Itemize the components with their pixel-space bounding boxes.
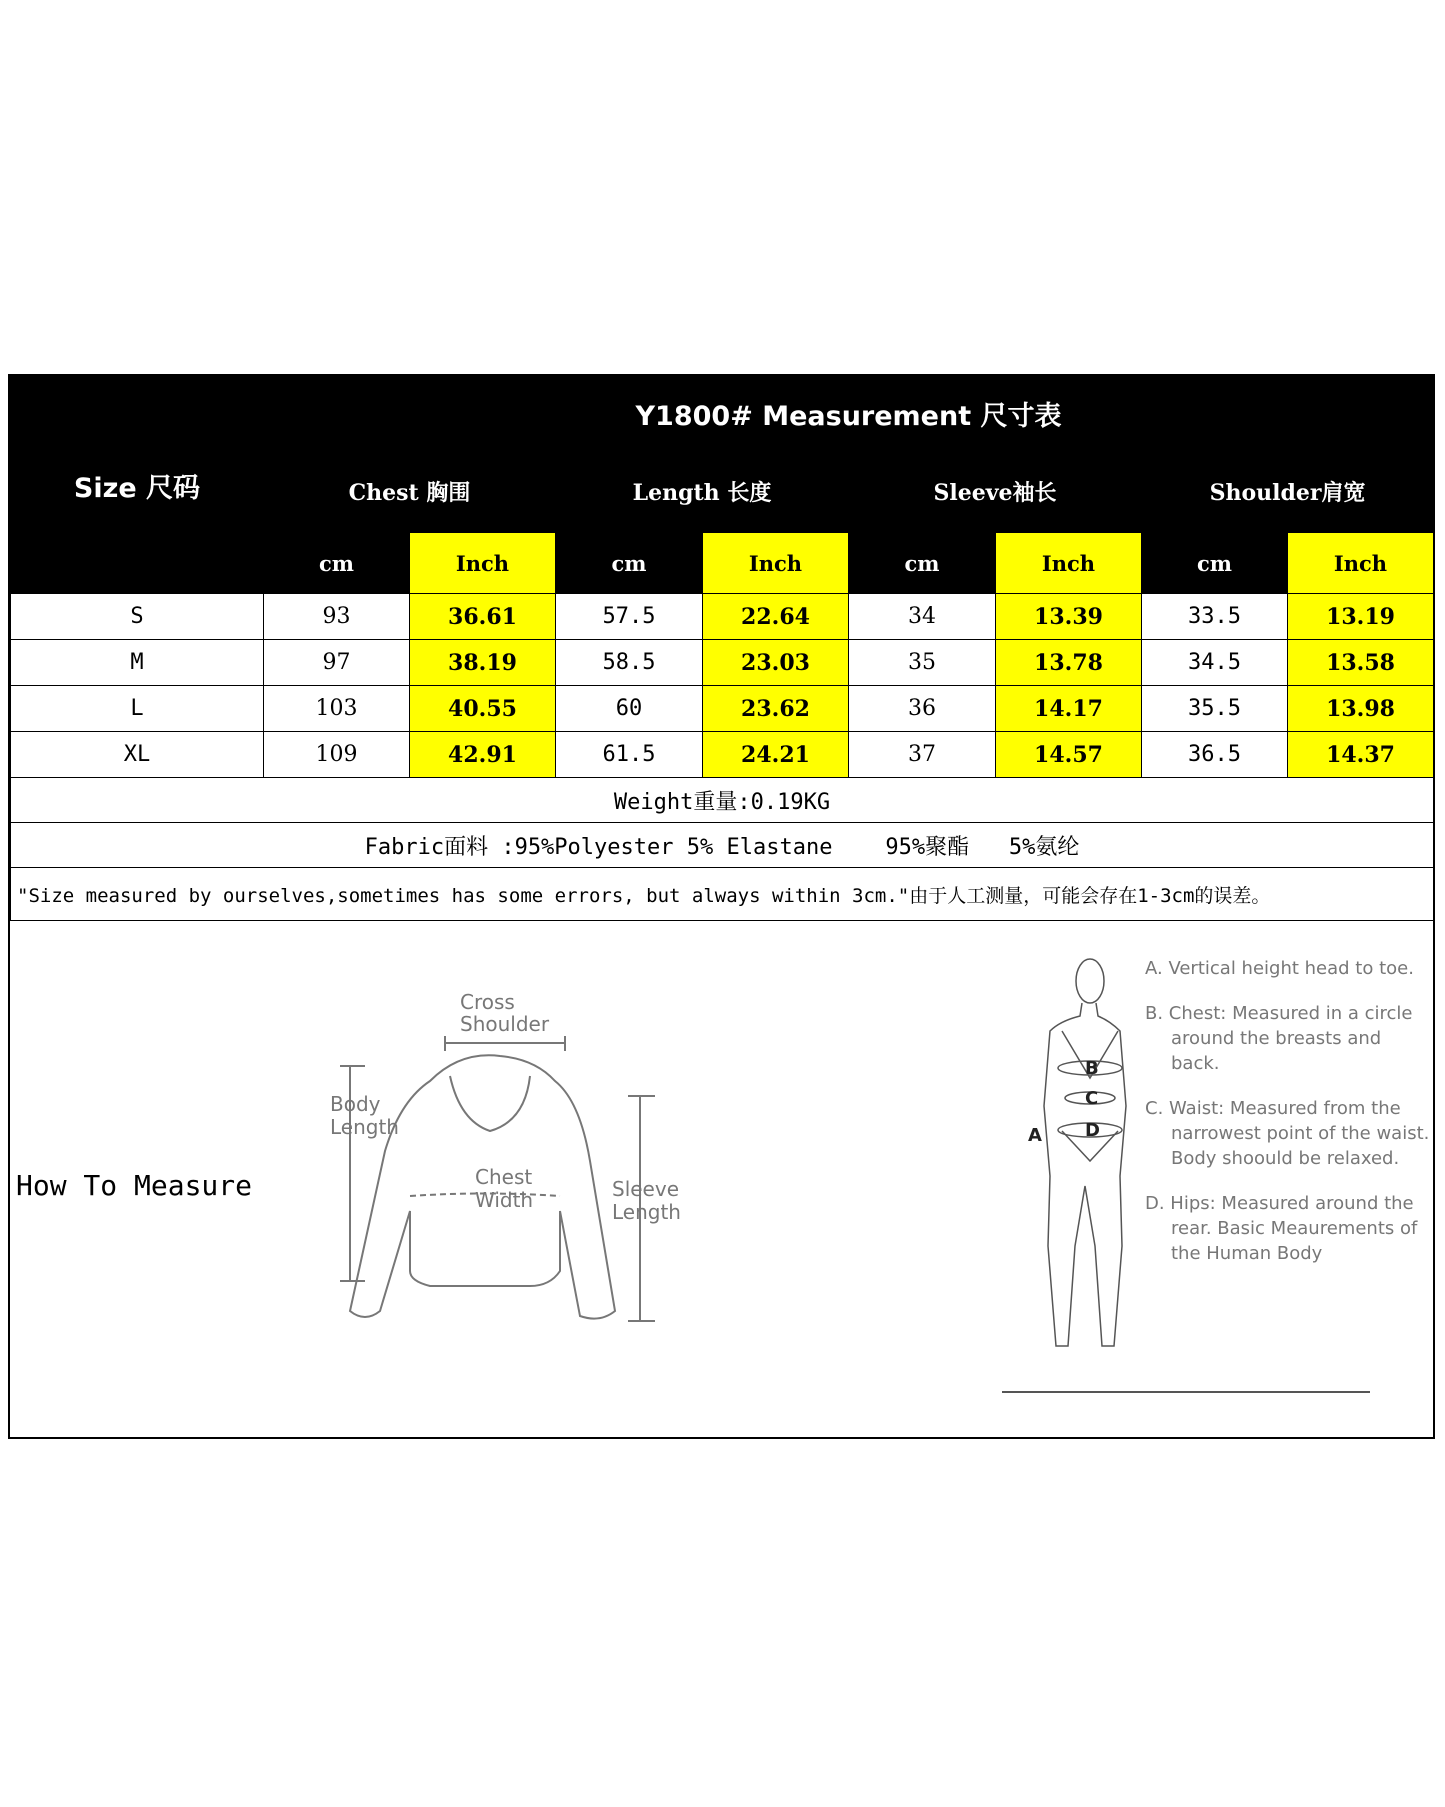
chest-cm: 103 [264,686,410,732]
chart-title: Y1800# Measurement 尺寸表 [264,377,1434,450]
body-diagram-baseline [1002,1391,1370,1393]
measure-legend [1145,956,1435,1286]
unit-inch: Inch [1288,533,1434,594]
chest-cm: 93 [264,594,410,640]
group-chest: Chest 胸围 [264,450,556,533]
legend-item-c: C. Waist: Measured from the narrowest point of the waist. Body shoould be relaxed. [1145,1098,1430,1169]
chest-cm: 109 [264,732,410,778]
group-shoulder: Shoulder肩宽 [1142,450,1434,533]
shoulder-cm: 34.5 [1142,640,1288,686]
weight-row: Weight重量:0.19KG [11,778,1434,823]
chest-inch: 42.91 [410,732,556,778]
unit-inch: Inch [996,533,1142,594]
table-row [11,686,1434,732]
measurement-note: "Size measured by ourselves,sometimes has some errors, but always within 3cm."由于人工测量，可能会存在1-3cm的误差。 [11,868,1434,921]
chest-width-label: Width [475,1188,534,1212]
unit-inch: Inch [410,533,556,594]
group-sleeve: Sleeve袖长 [849,450,1142,533]
chest-cm: 97 [264,640,410,686]
shoulder-cm: 33.5 [1142,594,1288,640]
chest-width-label: Chest [475,1165,533,1189]
marker-b: B [1085,1058,1099,1079]
length-cm: 60 [556,686,703,732]
length-cm: 58.5 [556,640,703,686]
how-to-measure-section [10,921,1433,1437]
chest-inch: 40.55 [410,686,556,732]
length-inch: 23.62 [703,686,849,732]
unit-inch: Inch [703,533,849,594]
shoulder-inch: 13.19 [1288,594,1434,640]
sleeve-length-label: Sleeve [612,1177,680,1201]
chest-inch: 38.19 [410,640,556,686]
cross-shoulder-label: Shoulder [460,1012,550,1036]
marker-d: D [1085,1120,1100,1141]
unit-cm: cm [264,533,410,594]
shoulder-inch: 13.58 [1288,640,1434,686]
fabric-row: Fabric面料 :95%Polyester 5% Elastane 95%聚酯 5%氨纶 [11,823,1434,868]
size-label: S [11,594,264,640]
table-row [11,640,1434,686]
marker-c: C [1085,1088,1099,1109]
length-inch: 24.21 [703,732,849,778]
garment-diagram [310,981,690,1341]
sleeve-cm: 37 [849,732,996,778]
body-diagram [1000,946,1145,1376]
sleeve-cm: 36 [849,686,996,732]
sleeve-length-label: Length [612,1200,681,1224]
length-cm: 57.5 [556,594,703,640]
sleeve-cm: 35 [849,640,996,686]
size-label: XL [11,732,264,778]
shoulder-inch: 14.37 [1288,732,1434,778]
how-to-measure-label: How To Measure [16,1169,253,1202]
size-header: Size 尺码 [11,377,264,594]
legend-item-a: A. Vertical height head to toe. [1145,958,1414,979]
sleeve-cm: 34 [849,594,996,640]
unit-cm: cm [1142,533,1288,594]
cross-shoulder-label: Cross [460,990,515,1014]
unit-cm: cm [556,533,703,594]
legend-item-b: B. Chest: Measured in a circle around the breasts and back. [1145,1003,1413,1074]
chest-inch: 36.61 [410,594,556,640]
length-cm: 61.5 [556,732,703,778]
table-row [11,732,1434,778]
sleeve-inch: 13.39 [996,594,1142,640]
unit-cm: cm [849,533,996,594]
table-row [11,594,1434,640]
body-length-label: Length [330,1115,399,1139]
legend-item-d: D. Hips: Measured around the rear. Basic Meaurements of the Human Body [1145,1193,1418,1264]
sleeve-inch: 13.78 [996,640,1142,686]
length-inch: 22.64 [703,594,849,640]
shoulder-cm: 35.5 [1142,686,1288,732]
shoulder-cm: 36.5 [1142,732,1288,778]
group-length: Length 长度 [556,450,849,533]
body-length-label: Body [330,1092,381,1116]
sleeve-inch: 14.57 [996,732,1142,778]
size-chart-sheet [8,374,1435,1439]
size-label: M [11,640,264,686]
marker-a: A [1028,1125,1042,1146]
size-table [10,376,1434,921]
length-inch: 23.03 [703,640,849,686]
size-label: L [11,686,264,732]
shoulder-inch: 13.98 [1288,686,1434,732]
sleeve-inch: 14.17 [996,686,1142,732]
